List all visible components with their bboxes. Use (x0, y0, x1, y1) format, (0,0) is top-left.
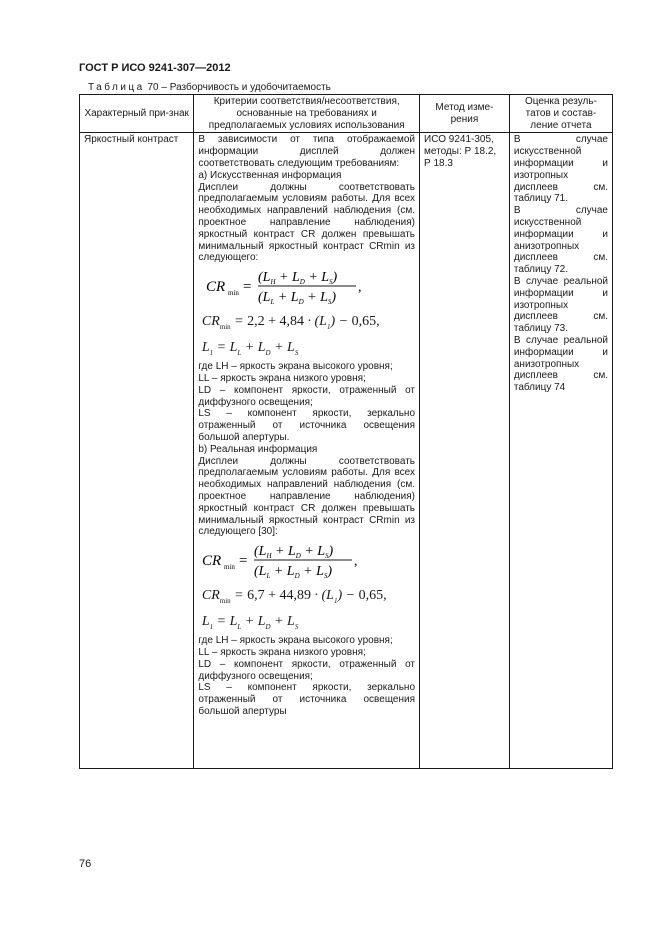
svg-text:(LH + LD + LS): $(L_H + L_D + L_S)$ (258, 270, 338, 287)
formula-cr-min-b: $CR_{min} = 6,7 + 44,89 \cdot (L_1) - 0,65$, (198, 588, 387, 605)
svg-text:,: , (358, 280, 362, 296)
svg-text:(LL + LD + LS): $(L_L + L_D + L_S)$ (258, 290, 337, 307)
formula-l1-b: $L_1 = L_L + L_D + L_S$ (198, 614, 299, 631)
column-header-assessment: Оценка резуль-татов и состав-ление отчета (509, 95, 612, 133)
svg-text:=: = (239, 553, 248, 570)
svg-text:min: min (228, 289, 240, 298)
svg-text:(LH + LD + LS): $(L_H + L_D + L_S)$ (254, 544, 334, 561)
definition-ld-b: LD – компонент яркости, отраженный от диффузного освещения; (198, 658, 416, 682)
assessment-item: В случае реальной информации и анизотропных дисплеев см. таблицу 74 (513, 334, 608, 394)
definition-ls-a: LS – компонент яркости, зеркально отраженный от источника освещения большой апертуры. (198, 408, 416, 443)
svg-text:CR: CR (202, 553, 222, 570)
cell-feature: Яркостный контраст (80, 133, 194, 769)
section-a-title: а) Искусственная информация (198, 169, 342, 181)
svg-text:=: = (243, 279, 252, 296)
cell-criteria (194, 133, 420, 769)
formula-cr-min-a: $CR_{min} = 2,2 + 4,84 \cdot (L_1) - 0,65$, (198, 314, 380, 331)
svg-text:,: , (354, 554, 358, 570)
formula-b-constants: 6,7 + 44,89 (247, 588, 311, 604)
section-b-title: b) Реальная информация (198, 443, 318, 455)
formula-l1-a: $L_1 = L_L + L_D + L_S$ (198, 340, 299, 357)
table-caption-label: Таблица (88, 82, 145, 93)
formula-cr-min-ratio-b (198, 540, 398, 580)
table-header-row (80, 95, 613, 133)
criteria-intro: В зависимости от типа отображаемой информации дисплей должен соответствовать следующим требованиям: (198, 134, 416, 169)
requirements-table (79, 94, 613, 769)
definition-lh-a: где LH – яркость экрана высокого уровня; (198, 361, 393, 373)
section-a-text: Дисплеи должны соответствовать предполагаемым условиям работы. Для всех необходимых направлений наблюдения (см. проектное направление наблюдения) яркостный контраст CR должен превышать минимальный яркостный контраст CRmin из следующего: (198, 181, 416, 264)
formula-b-offset: 0,65 (358, 588, 384, 604)
table-row (80, 133, 613, 769)
definition-lh-b: где LH – яркость экрана высокого уровня; (198, 635, 393, 647)
cell-method: ИСО 9241-305, методы: Р 18.2, Р 18.3 (420, 133, 510, 769)
definition-ll-b: LL – яркость экрана низкого уровня; (198, 646, 366, 658)
svg-text:min: min (224, 563, 236, 572)
formula-a-constants: 2,2 + 4,84 (247, 314, 304, 330)
svg-text:CR: CR (206, 279, 226, 296)
assessment-item: В случае искусственной информации и анизотропных дисплеев см. таблицу 72. (513, 205, 608, 276)
svg-text:(LL + LD + LS): $(L_L + L_D + L_S)$ (254, 564, 333, 581)
table-caption-text: 70 – Разборчивость и удобочитаемость (147, 82, 331, 93)
formula-cr-min-ratio (198, 266, 398, 306)
assessment-item: В случае искусственной информации и изотропных дисплеев см. таблицу 71. (513, 134, 608, 205)
cell-assessment (509, 133, 612, 769)
formula-a-offset: 0,65 (351, 314, 377, 330)
definition-ll-a: LL – яркость экрана низкого уровня; (198, 372, 366, 384)
page-number: 76 (79, 858, 92, 870)
table-caption (88, 82, 331, 93)
definition-ld-a: LD – компонент яркости, отраженный от диффузного освещения; (198, 384, 416, 408)
document-header: ГОСТ Р ИСО 9241-307—2012 (79, 62, 231, 74)
section-b-text: Дисплеи должны соответствовать предполагаемым условиям работы. Для всех необходимых направлений наблюдения (см. проектное направление наблюдения) яркостный контраст CR должен превышать минимальный яркостный контраст CRmin из следующего [30]: (198, 455, 416, 538)
column-header-method: Метод изме-рения (420, 95, 510, 133)
column-header-criteria: Критерии соответствия/несоответствия, основанные на требованиях и предполагаемых условиях использования (194, 95, 420, 133)
assessment-item: В случае реальной информации и изотропных дисплеев см. таблицу 73. (513, 275, 608, 335)
column-header-feature: Характерный при-знак (80, 95, 194, 133)
definition-ls-b: LS – компонент яркости, зеркально отраженный от источника освещения большой апертуры (198, 682, 416, 717)
